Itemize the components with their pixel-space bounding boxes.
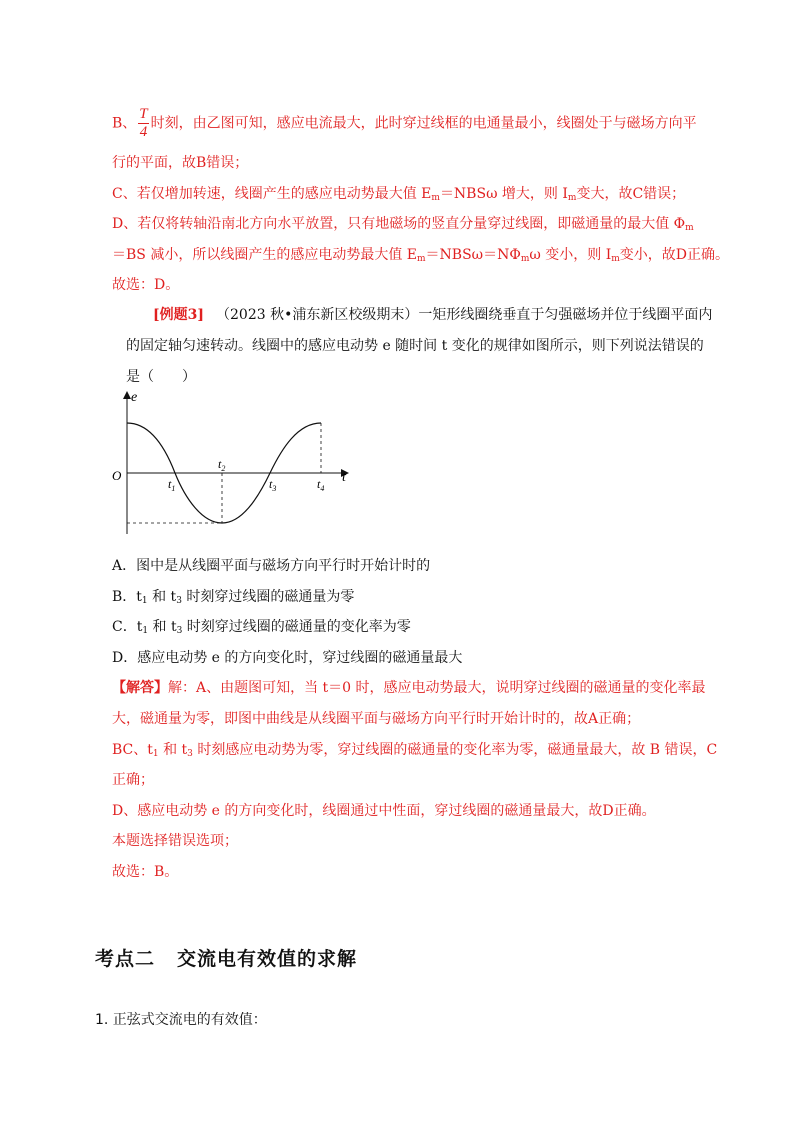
section-heading	[95, 944, 357, 971]
example-line-1-text: （2023 秋•浦东新区校级期末）一矩形线圈绕垂直于匀强磁场并位于线圈平面内	[216, 307, 713, 323]
t3-label-sub: 3	[272, 484, 277, 493]
subscript-m: m	[417, 254, 426, 264]
example-line-2: 的固定轴匀速转动。线圈中的感应电动势 e 随时间 t 变化的规律如图所示，则下列说法错误的	[126, 338, 704, 354]
answer-line-1	[112, 678, 706, 698]
t3-label-t: t	[269, 477, 273, 491]
answer-line-d1	[112, 214, 694, 238]
t4-label	[317, 477, 324, 493]
answer-line-3	[112, 740, 717, 764]
option-b	[112, 587, 354, 611]
option-d: D．感应电动势 e 的方向变化时，穿过线圈的磁通量最大	[112, 650, 463, 666]
answer-line-b-text: 时刻，由乙图可知，感应电流最大，此时穿过线框的电通量最小，线圈处于与磁场方向平	[150, 115, 697, 132]
answer-line-c-post: 变大，故C错误；	[576, 186, 686, 202]
answer-line-b	[112, 106, 697, 141]
option-c-post: 时刻穿过线圈的磁通量的变化率为零	[182, 619, 411, 635]
option-b-prefix: B、	[112, 115, 137, 132]
t2-label	[218, 457, 225, 473]
t4-label-t: t	[317, 477, 321, 491]
answer-line-5: D、感应电动势 e 的方向变化时，线圈通过中性面，穿过线圈的磁通量最大，故D正确。	[112, 803, 656, 819]
fraction-denominator: 4	[139, 124, 148, 140]
answer-line-d2-a: ＝BS 减小，所以线圈产生的感应电动势最大值 E	[112, 247, 417, 263]
t2-label-sub: 2	[221, 464, 226, 473]
answer-line-4: 正确；	[112, 772, 154, 788]
answer-line-1-text: 解：A、由题图可知，当 t＝0 时，感应电动势最大，说明穿过线圈的磁通量的变化率最	[168, 680, 706, 696]
option-c-pre: C．t	[112, 619, 143, 635]
option-b-post: 时刻穿过线圈的磁通量为零	[181, 589, 355, 605]
answer-line-3-post: 时刻感应电动势为零，穿过线圈的磁通量的变化率为零，磁通量最大，故 B 错误，C	[192, 742, 718, 758]
emf-time-graph	[110, 388, 360, 538]
fraction-numerator: T	[139, 106, 148, 122]
option-c-mid: 和 t	[148, 619, 177, 635]
option-c	[112, 617, 411, 641]
x-axis-label: t	[342, 470, 346, 485]
answer-line-6: 本题选择错误选项；	[112, 833, 238, 849]
answer-line-3-mid: 和 t	[158, 742, 188, 758]
example-tag: [例题3]	[153, 307, 204, 323]
answer-line-d2-b: ＝NBSω＝NΦ	[425, 247, 521, 263]
section-heading-number: 考点二	[95, 948, 156, 970]
t2-label-t: t	[218, 457, 222, 471]
answer-tag: 【解答】	[112, 680, 168, 696]
section-item-1: 1. 正弦式交流电的有效值：	[95, 1012, 267, 1028]
answer-line-c	[112, 184, 685, 208]
y-axis-label: e	[131, 390, 138, 405]
subscript-1: 1	[141, 596, 148, 606]
answer-line-2: 大，磁通量为零，即图中曲线是从线圈平面与磁场方向平行时开始计时的，故A正确；	[112, 711, 641, 727]
t1-label-t: t	[168, 477, 172, 491]
t1-label	[168, 477, 175, 493]
answer-line-b-cont: 行的平面，故B错误；	[112, 155, 249, 171]
answer-line-3-pre: BC、t	[112, 742, 153, 758]
subscript-3: 3	[176, 626, 183, 636]
answer-line-d1-pre: D、若仅将转轴沿南北方向水平放置，只有地磁场的竖直分量穿过线圈，即磁通量的最大值 Φ	[112, 216, 686, 232]
section-heading-title: 交流电有效值的求解	[177, 948, 358, 970]
answer-line-d2-d: 变小，故D正确。	[619, 247, 730, 263]
origin-label: O	[112, 468, 122, 483]
answer-line-d2-c: ω 变小，则 I	[529, 247, 612, 263]
example-line-1	[153, 305, 712, 325]
fraction-t-over-4	[138, 106, 148, 141]
t3-label	[269, 477, 276, 493]
t1-label-sub: 1	[171, 484, 176, 493]
answer-line-d2	[112, 245, 729, 269]
option-b-mid: 和 t	[147, 589, 177, 605]
answer-conclusion-prev: 故选：D。	[112, 277, 180, 293]
answer-line-7: 故选：B。	[112, 864, 179, 880]
answer-line-c-pre: C、若仅增加转速，线圈产生的感应电动势最大值 E	[112, 186, 432, 202]
option-b-pre: B．t	[112, 589, 142, 605]
subscript-m: m	[611, 254, 620, 264]
subscript-3: 3	[187, 749, 193, 759]
option-a: A．图中是从线圈平面与磁场方向平行时开始计时的	[112, 558, 431, 574]
subscript-1: 1	[152, 749, 159, 759]
subscript-m: m	[520, 254, 530, 264]
example-line-3: 是（ ）	[126, 369, 196, 385]
subscript-3: 3	[176, 596, 182, 606]
answer-line-c-mid: ＝NBSω 增大，则 I	[439, 186, 568, 202]
subscript-m: m	[685, 223, 694, 233]
t4-label-sub: 4	[320, 484, 325, 493]
subscript-m: m	[431, 193, 440, 203]
subscript-m: m	[567, 193, 577, 203]
subscript-1: 1	[142, 626, 149, 636]
